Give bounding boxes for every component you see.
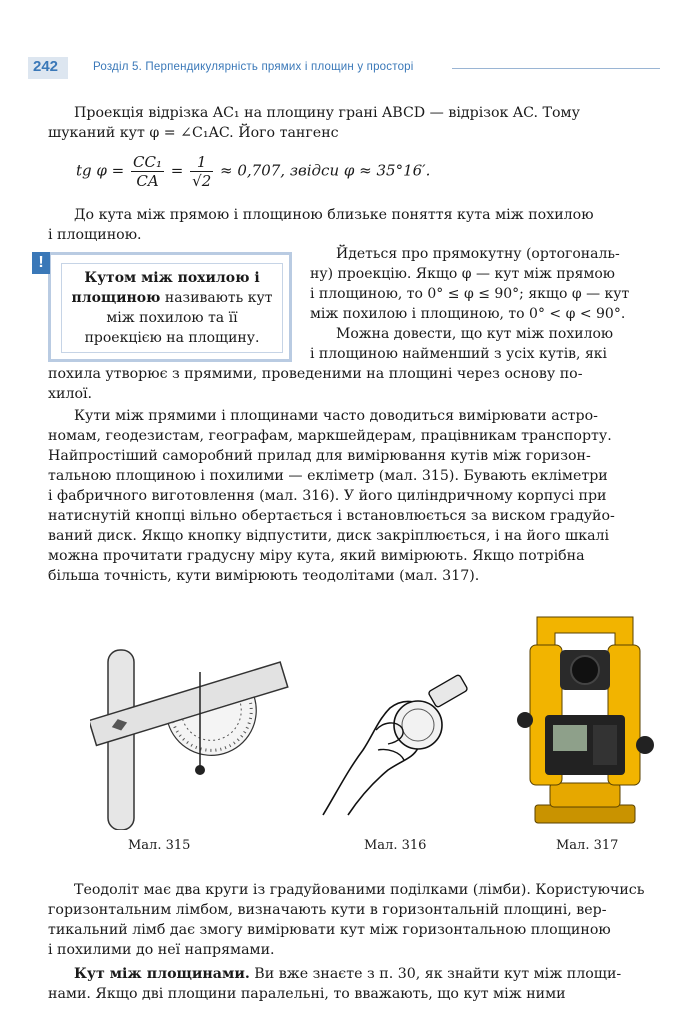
figure-317-caption: Мал. 317 [556, 838, 619, 853]
tangent-formula [76, 153, 430, 190]
right-line-4: між похилою і площиною, то 0° < φ < 90°. [310, 306, 626, 322]
angle-intro-paragraph [48, 205, 660, 245]
right-line-2: ну) проекцію. Якщо φ — кут між прямою [310, 266, 615, 282]
theodolite-paragraph [48, 880, 660, 960]
measure-line-3: Найпростіший саморобний прилад для вимірювання кутів між горизон- [48, 448, 591, 464]
figure-316-caption: Мал. 316 [364, 838, 427, 853]
chapter-title: Розділ 5. Перпендикулярність прямих і площин у просторі [93, 61, 414, 73]
theodolite-line-4: і похилими до неї напрямами. [48, 942, 275, 958]
planes-section-title: Кут між площинами. [74, 966, 250, 982]
definition-text [61, 263, 283, 353]
intro-line-2: шуканий кут φ = ∠C₁AC. Його тангенс [48, 125, 339, 141]
right-line-6: і площиною найменший з усіх кутів, які [310, 346, 608, 362]
intro-paragraph [48, 103, 660, 143]
page-number: 242 [33, 58, 59, 75]
formula-equals: = [170, 161, 184, 180]
right-line-5: Можна довести, що кут між похилою [336, 326, 614, 342]
theodolite-line-3: тикальний лімб дає змогу вимірювати кут між горизонтальною площиною [48, 922, 611, 938]
measure-line-5: і фабричного виготовлення (мал. 316). У його циліндричному корпусі при [48, 488, 607, 504]
formula-frac2-denominator: √2 [192, 172, 212, 190]
measure-line-1: Кути між прямими і площинами часто доводиться вимірювати астро- [74, 408, 598, 424]
figure-315-caption: Мал. 315 [128, 838, 191, 853]
right-line-3: і площиною, то 0° ≤ φ ≤ 90°; якщо φ — кут [310, 286, 630, 302]
continue-line-2: хилої. [48, 386, 93, 402]
formula-fraction-2 [190, 153, 213, 190]
planes-line-1 [48, 964, 660, 984]
continuation-paragraph [48, 364, 660, 404]
angle-intro-line-2: і площиною. [48, 227, 142, 243]
measure-line-4: тальною площиною і похилими — екліметр (мал. 315). Бувають екліметри [48, 468, 608, 484]
measure-line-7: ваний диск. Якщо кнопку відпустити, диск закріплюється, і на його шкалі [48, 528, 610, 544]
theodolite-line-2: горизонтальним лімбом, визначають кути в горизонтальній площині, вер- [48, 902, 607, 918]
intro-line-1: Проекція відрізка AC₁ на площину грані ABCD — відрізок AC. Тому [74, 105, 580, 121]
formula-rhs: ≈ 0,707, звідси φ ≈ 35°16′. [220, 161, 431, 180]
measurement-paragraph [48, 406, 660, 586]
formula-frac2-numerator: 1 [190, 153, 213, 172]
angle-intro-line-1: До кута між прямою і площиною близьке поняття кута між похилою [74, 207, 594, 223]
continue-line-1: похила утворює з прямими, проведеними на площині через основу по- [48, 366, 583, 382]
planes-section [48, 964, 660, 1004]
eclimeter-illustration [90, 630, 290, 830]
planes-line-1-rest: Ви вже знаєте з п. 30, як знайти кут між площи- [249, 966, 622, 982]
measure-line-9: більша точність, кути вимірюють теодолітами (мал. 317). [48, 568, 480, 584]
theodolite-line-1: Теодоліт має два круги із градуйованими поділками (лімби). Користуючись [74, 882, 645, 898]
measure-line-2: номам, геодезистам, географам, маркшейдерам, працівникам транспорту. [48, 428, 612, 444]
important-mark-icon: ! [32, 252, 50, 274]
right-column-text [300, 244, 660, 364]
measure-line-6: натиснутій кнопці вільно обертається і встановлюється за виском градуйо- [48, 508, 615, 524]
theodolite-illustration [515, 605, 655, 830]
formula-fraction-1 [131, 153, 164, 190]
definition-bold-term: Кутом між похилою і площиною [71, 270, 260, 306]
header-rule [452, 68, 660, 69]
definition-rest: називають кут між похилою та її проекцією на площину. [84, 290, 273, 346]
formula-frac1-numerator: CC₁ [133, 153, 162, 171]
formula-frac1-denominator: CA [136, 172, 159, 190]
measure-line-8: можна прочитати градусну міру кута, який вимірюють. Якщо потрібна [48, 548, 585, 564]
definition-box [48, 252, 292, 362]
formula-lhs: tg φ = [76, 161, 125, 180]
right-line-1: Йдеться про прямокутну (ортогональ- [336, 246, 620, 262]
planes-line-2: нами. Якщо дві площини паралельні, то вважають, що кут між ними [48, 986, 566, 1002]
handheld-eclimeter-illustration [318, 670, 478, 820]
